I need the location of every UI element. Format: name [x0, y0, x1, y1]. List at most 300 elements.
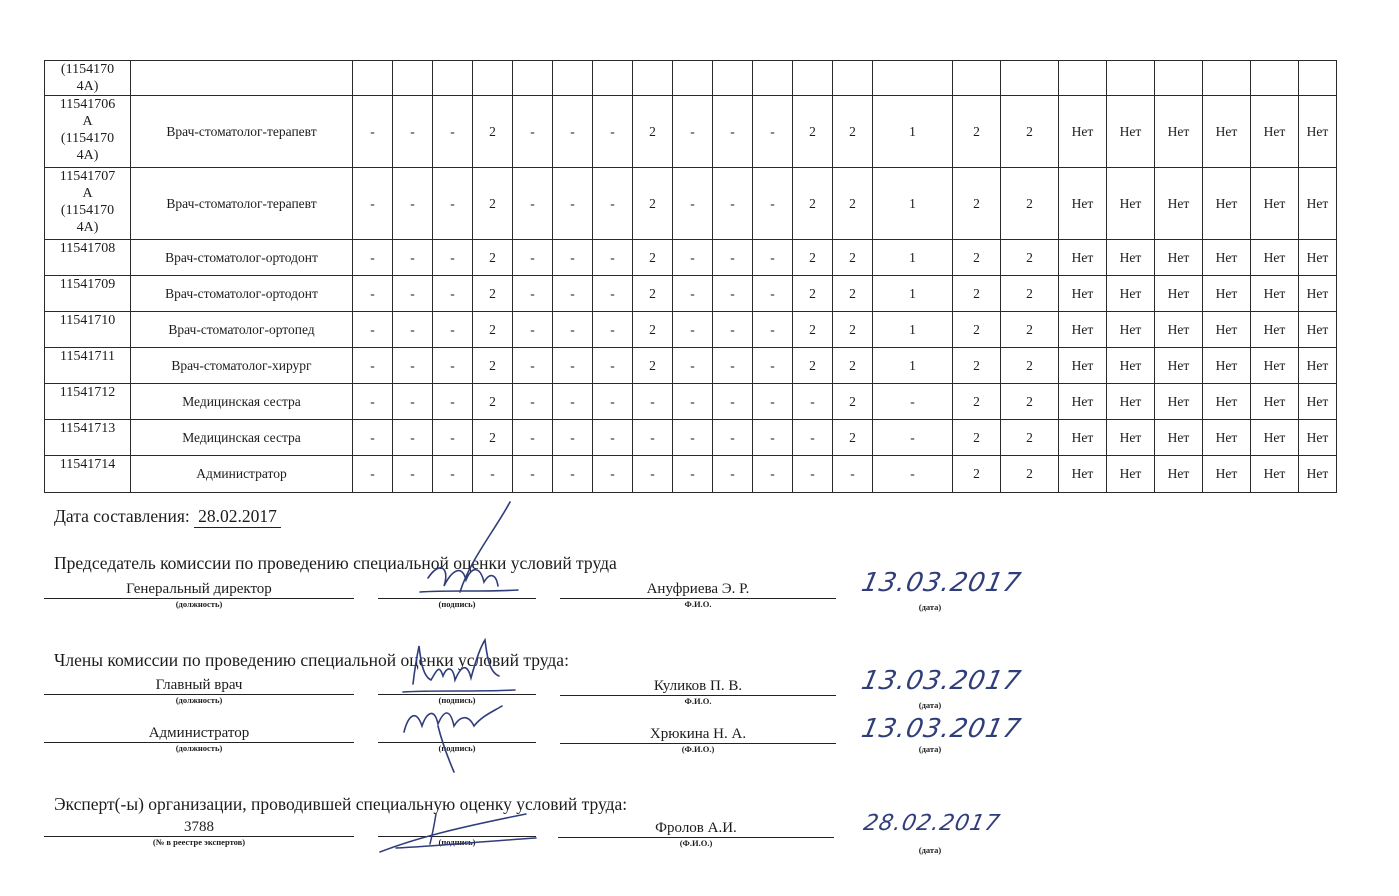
- value-cell: -: [673, 168, 713, 240]
- value-cell: -: [553, 456, 593, 493]
- value-cell: 1: [873, 276, 953, 312]
- value-cell: -: [593, 312, 633, 348]
- value-cell: 2: [953, 276, 1001, 312]
- value-cell: 2: [1001, 456, 1059, 493]
- value-cell: 2: [473, 420, 513, 456]
- value-cell: 2: [833, 384, 873, 420]
- value-cell: [1107, 61, 1155, 96]
- member-2-position-field: [44, 724, 354, 753]
- expert-date-caption: (дата): [918, 845, 942, 855]
- chairman-name: Ануфриева Э. Р.: [646, 581, 750, 597]
- value-cell: Нет: [1059, 276, 1107, 312]
- member-1-name-caption: Ф.И.О.: [684, 696, 712, 706]
- value-cell: Нет: [1155, 456, 1203, 493]
- position-cell: Администратор: [131, 456, 353, 493]
- value-cell: -: [393, 276, 433, 312]
- value-cell: Нет: [1059, 312, 1107, 348]
- value-cell: Нет: [1251, 456, 1299, 493]
- value-cell: Нет: [1251, 312, 1299, 348]
- value-cell: Нет: [1107, 420, 1155, 456]
- position-cell: Врач-стоматолог-ортодонт: [131, 276, 353, 312]
- value-cell: Нет: [1155, 240, 1203, 276]
- compilation-date-line: [54, 506, 281, 528]
- value-cell: -: [633, 420, 673, 456]
- value-cell: Нет: [1299, 420, 1337, 456]
- value-cell: 1: [873, 240, 953, 276]
- value-cell: 2: [953, 420, 1001, 456]
- value-cell: 2: [633, 240, 673, 276]
- value-cell: -: [593, 456, 633, 493]
- value-cell: -: [753, 168, 793, 240]
- value-cell: 2: [633, 96, 673, 168]
- value-cell: Нет: [1203, 276, 1251, 312]
- value-cell: -: [393, 420, 433, 456]
- value-cell: 2: [1001, 348, 1059, 384]
- value-cell: Нет: [1251, 276, 1299, 312]
- compilation-date-value: 28.02.2017: [194, 506, 281, 528]
- member-2-handwritten-date: 13.03.2017: [858, 714, 1025, 744]
- value-cell: -: [793, 456, 833, 493]
- value-cell: 2: [793, 240, 833, 276]
- value-cell: -: [713, 312, 753, 348]
- value-cell: -: [393, 312, 433, 348]
- value-cell: [833, 61, 873, 96]
- value-cell: -: [513, 276, 553, 312]
- value-cell: -: [433, 420, 473, 456]
- value-cell: -: [513, 348, 553, 384]
- value-cell: 2: [633, 312, 673, 348]
- workplace-code-cell: 11541708: [45, 240, 131, 276]
- compilation-date-label: Дата составления:: [54, 506, 190, 526]
- value-cell: 2: [953, 96, 1001, 168]
- value-cell: Нет: [1107, 348, 1155, 384]
- expert-registry-field: [44, 818, 354, 847]
- value-cell: Нет: [1203, 384, 1251, 420]
- chairman-heading: Председатель комиссии по проведению специальной оценки условий труда: [54, 553, 617, 573]
- value-cell: Нет: [1203, 96, 1251, 168]
- chairman-handwritten-date: 13.03.2017: [858, 568, 1025, 598]
- value-cell: -: [713, 348, 753, 384]
- value-cell: -: [593, 420, 633, 456]
- member-2-name-field: [560, 725, 836, 754]
- value-cell: 2: [1001, 168, 1059, 240]
- value-cell: Нет: [1251, 168, 1299, 240]
- value-cell: -: [433, 384, 473, 420]
- value-cell: Нет: [1203, 420, 1251, 456]
- value-cell: 2: [1001, 96, 1059, 168]
- value-cell: -: [393, 456, 433, 493]
- signature-scribble-icon: [400, 500, 530, 612]
- value-cell: 2: [953, 312, 1001, 348]
- value-cell: 2: [833, 312, 873, 348]
- value-cell: 2: [793, 168, 833, 240]
- value-cell: Нет: [1155, 348, 1203, 384]
- value-cell: -: [753, 384, 793, 420]
- value-cell: Нет: [1299, 240, 1337, 276]
- value-cell: -: [513, 96, 553, 168]
- value-cell: Нет: [1251, 420, 1299, 456]
- value-cell: -: [753, 240, 793, 276]
- value-cell: Нет: [1059, 168, 1107, 240]
- chairman-name-caption: Ф.И.О.: [684, 599, 712, 609]
- member-1-date-field: [860, 700, 1000, 710]
- value-cell: -: [713, 240, 753, 276]
- value-cell: 2: [793, 276, 833, 312]
- value-cell: Нет: [1059, 420, 1107, 456]
- member-1-position: Главный врач: [155, 677, 243, 693]
- value-cell: Нет: [1107, 168, 1155, 240]
- value-cell: -: [753, 312, 793, 348]
- value-cell: 2: [793, 312, 833, 348]
- value-cell: Нет: [1059, 456, 1107, 493]
- chairman-position-field: [44, 580, 354, 609]
- value-cell: -: [553, 312, 593, 348]
- value-cell: 2: [633, 168, 673, 240]
- value-cell: -: [433, 96, 473, 168]
- value-cell: -: [833, 456, 873, 493]
- value-cell: -: [793, 420, 833, 456]
- value-cell: Нет: [1107, 96, 1155, 168]
- value-cell: -: [353, 456, 393, 493]
- value-cell: [793, 61, 833, 96]
- expert-registry-number: 3788: [184, 819, 214, 835]
- member-2-date-caption: (дата): [918, 744, 942, 754]
- value-cell: [953, 61, 1001, 96]
- position-cell: Врач-стоматолог-терапевт: [131, 168, 353, 240]
- value-cell: -: [353, 384, 393, 420]
- value-cell: [1203, 61, 1251, 96]
- value-cell: -: [593, 168, 633, 240]
- position-cell: [131, 61, 353, 96]
- workplace-code-cell: 11541709: [45, 276, 131, 312]
- workplace-code-cell: 11541706 A (1154170 4A): [45, 96, 131, 168]
- value-cell: 2: [1001, 312, 1059, 348]
- value-cell: Нет: [1299, 276, 1337, 312]
- value-cell: 2: [473, 348, 513, 384]
- value-cell: 2: [833, 168, 873, 240]
- value-cell: -: [353, 312, 393, 348]
- expert-date-field: [860, 845, 1000, 855]
- table-row: [45, 384, 1337, 420]
- value-cell: Нет: [1155, 420, 1203, 456]
- table-row: [45, 420, 1337, 456]
- value-cell: -: [353, 168, 393, 240]
- value-cell: -: [553, 240, 593, 276]
- table-body: [45, 61, 1337, 493]
- value-cell: [1155, 61, 1203, 96]
- table-row: [45, 240, 1337, 276]
- value-cell: Нет: [1107, 240, 1155, 276]
- value-cell: [713, 61, 753, 96]
- value-cell: [673, 61, 713, 96]
- value-cell: -: [513, 312, 553, 348]
- value-cell: [553, 61, 593, 96]
- value-cell: 1: [873, 312, 953, 348]
- position-cell: Врач-стоматолог-ортодонт: [131, 240, 353, 276]
- value-cell: Нет: [1251, 348, 1299, 384]
- value-cell: Нет: [1059, 240, 1107, 276]
- table-row: [45, 456, 1337, 493]
- value-cell: -: [433, 312, 473, 348]
- value-cell: 2: [633, 276, 673, 312]
- value-cell: -: [353, 420, 393, 456]
- value-cell: -: [713, 168, 753, 240]
- value-cell: [433, 61, 473, 96]
- chairman-position-caption: (должность): [175, 599, 223, 609]
- value-cell: -: [553, 276, 593, 312]
- value-cell: -: [753, 96, 793, 168]
- value-cell: -: [433, 240, 473, 276]
- value-cell: [393, 61, 433, 96]
- value-cell: Нет: [1299, 168, 1337, 240]
- value-cell: 1: [873, 96, 953, 168]
- value-cell: -: [593, 384, 633, 420]
- value-cell: -: [713, 420, 753, 456]
- value-cell: [593, 61, 633, 96]
- value-cell: Нет: [1059, 96, 1107, 168]
- table-row: [45, 348, 1337, 384]
- value-cell: Нет: [1251, 240, 1299, 276]
- value-cell: 2: [473, 276, 513, 312]
- member-1-position-field: [44, 676, 354, 705]
- value-cell: -: [593, 348, 633, 384]
- position-cell: Врач-стоматолог-хирург: [131, 348, 353, 384]
- value-cell: -: [513, 456, 553, 493]
- value-cell: -: [713, 456, 753, 493]
- value-cell: -: [673, 240, 713, 276]
- value-cell: 2: [953, 168, 1001, 240]
- member-2-signature-caption: (подпись): [438, 743, 476, 753]
- value-cell: Нет: [1155, 312, 1203, 348]
- workplace-code-cell: 11541707 A (1154170 4A): [45, 168, 131, 240]
- chairman-date-caption: (дата): [918, 602, 942, 612]
- value-cell: Нет: [1155, 96, 1203, 168]
- value-cell: 1: [873, 168, 953, 240]
- chairman-position: Генеральный директор: [126, 581, 272, 597]
- table-row: [45, 168, 1337, 240]
- value-cell: Нет: [1107, 456, 1155, 493]
- value-cell: -: [713, 276, 753, 312]
- value-cell: Нет: [1203, 456, 1251, 493]
- value-cell: -: [673, 312, 713, 348]
- value-cell: -: [673, 276, 713, 312]
- value-cell: 2: [1001, 240, 1059, 276]
- member-1-handwritten-date: 13.03.2017: [858, 666, 1025, 696]
- value-cell: -: [393, 384, 433, 420]
- position-cell: Врач-стоматолог-терапевт: [131, 96, 353, 168]
- value-cell: Нет: [1155, 384, 1203, 420]
- value-cell: -: [513, 240, 553, 276]
- value-cell: -: [793, 384, 833, 420]
- value-cell: 2: [953, 456, 1001, 493]
- value-cell: -: [353, 240, 393, 276]
- member-1-position-caption: (должность): [175, 695, 223, 705]
- value-cell: -: [353, 348, 393, 384]
- value-cell: -: [753, 420, 793, 456]
- value-cell: -: [553, 348, 593, 384]
- member-1-date-caption: (дата): [918, 700, 942, 710]
- value-cell: -: [393, 168, 433, 240]
- value-cell: [1299, 61, 1337, 96]
- value-cell: -: [673, 456, 713, 493]
- value-cell: [473, 61, 513, 96]
- value-cell: 2: [1001, 384, 1059, 420]
- value-cell: 2: [473, 96, 513, 168]
- workplace-code-cell: (1154170 4A): [45, 61, 131, 96]
- value-cell: -: [713, 384, 753, 420]
- value-cell: -: [593, 240, 633, 276]
- value-cell: [1059, 61, 1107, 96]
- value-cell: Нет: [1107, 276, 1155, 312]
- value-cell: -: [433, 276, 473, 312]
- value-cell: 2: [633, 348, 673, 384]
- value-cell: 2: [473, 240, 513, 276]
- value-cell: -: [753, 348, 793, 384]
- expert-signature: [376, 808, 546, 862]
- value-cell: -: [393, 240, 433, 276]
- signature-scribble-icon: [398, 696, 518, 776]
- table-row: [45, 312, 1337, 348]
- value-cell: [513, 61, 553, 96]
- chairman-name-field: [560, 580, 836, 609]
- workplace-code-cell: 11541713: [45, 420, 131, 456]
- value-cell: 2: [793, 348, 833, 384]
- value-cell: Нет: [1299, 312, 1337, 348]
- value-cell: Нет: [1203, 240, 1251, 276]
- signature-scribble-icon: [376, 808, 546, 858]
- value-cell: -: [553, 96, 593, 168]
- value-cell: 2: [473, 312, 513, 348]
- value-cell: -: [513, 420, 553, 456]
- value-cell: -: [513, 168, 553, 240]
- table-row: [45, 96, 1337, 168]
- value-cell: -: [433, 168, 473, 240]
- expert-name-field: [558, 819, 834, 848]
- value-cell: Нет: [1107, 312, 1155, 348]
- value-cell: Нет: [1203, 348, 1251, 384]
- value-cell: -: [553, 420, 593, 456]
- value-cell: [1001, 61, 1059, 96]
- value-cell: Нет: [1299, 96, 1337, 168]
- value-cell: Нет: [1251, 96, 1299, 168]
- value-cell: Нет: [1107, 384, 1155, 420]
- value-cell: Нет: [1299, 348, 1337, 384]
- value-cell: -: [673, 96, 713, 168]
- value-cell: Нет: [1059, 384, 1107, 420]
- value-cell: [873, 61, 953, 96]
- expert-name-caption: (Ф.И.О.): [679, 838, 713, 848]
- value-cell: -: [393, 348, 433, 384]
- value-cell: -: [753, 276, 793, 312]
- assessment-table: [44, 60, 1337, 493]
- value-cell: -: [353, 96, 393, 168]
- member-2-position-caption: (должность): [175, 743, 223, 753]
- value-cell: -: [873, 456, 953, 493]
- value-cell: -: [673, 348, 713, 384]
- value-cell: Нет: [1155, 168, 1203, 240]
- workplace-code-cell: 11541714: [45, 456, 131, 493]
- member-1-name: Куликов П. В.: [653, 678, 743, 694]
- value-cell: -: [753, 456, 793, 493]
- expert-heading: Эксперт(-ы) организации, проводившей специальную оценку условий труда:: [54, 794, 628, 814]
- value-cell: 2: [833, 420, 873, 456]
- value-cell: 2: [833, 240, 873, 276]
- value-cell: -: [593, 276, 633, 312]
- expert-handwritten-date: 28.02.2017: [861, 811, 1003, 836]
- member-1-signature-caption: (подпись): [438, 695, 476, 705]
- value-cell: -: [713, 96, 753, 168]
- value-cell: Нет: [1155, 276, 1203, 312]
- member-2-signature: [398, 696, 518, 780]
- value-cell: 2: [1001, 276, 1059, 312]
- members-heading: Члены комиссии по проведению специальной оценки условий труда:: [54, 650, 569, 670]
- value-cell: 2: [1001, 420, 1059, 456]
- expert-name: Фролов А.И.: [655, 820, 737, 836]
- value-cell: [753, 61, 793, 96]
- position-cell: Медицинская сестра: [131, 384, 353, 420]
- value-cell: -: [393, 96, 433, 168]
- value-cell: 2: [953, 240, 1001, 276]
- value-cell: [353, 61, 393, 96]
- member-1-name-field: [560, 677, 836, 706]
- value-cell: -: [513, 384, 553, 420]
- chairman-date-field: [860, 602, 1000, 612]
- value-cell: Нет: [1059, 348, 1107, 384]
- value-cell: Нет: [1251, 384, 1299, 420]
- workplace-code-cell: 11541712: [45, 384, 131, 420]
- workplace-code-cell: 11541710: [45, 312, 131, 348]
- member-2-position: Администратор: [148, 725, 250, 741]
- value-cell: -: [433, 348, 473, 384]
- value-cell: -: [633, 384, 673, 420]
- value-cell: 2: [793, 96, 833, 168]
- member-2-name: Хрюкина Н. А.: [649, 726, 747, 742]
- table-row: [45, 61, 1337, 96]
- value-cell: Нет: [1299, 456, 1337, 493]
- value-cell: Нет: [1299, 384, 1337, 420]
- value-cell: -: [673, 384, 713, 420]
- value-cell: -: [873, 384, 953, 420]
- value-cell: -: [673, 420, 713, 456]
- value-cell: -: [473, 456, 513, 493]
- position-cell: Врач-стоматолог-ортопед: [131, 312, 353, 348]
- value-cell: Нет: [1203, 312, 1251, 348]
- chairman-signature-caption: (подпись): [438, 599, 476, 609]
- value-cell: -: [873, 420, 953, 456]
- value-cell: 2: [953, 348, 1001, 384]
- value-cell: Нет: [1203, 168, 1251, 240]
- member-2-date-field: [860, 744, 1000, 754]
- table-row: [45, 276, 1337, 312]
- value-cell: -: [553, 168, 593, 240]
- value-cell: -: [353, 276, 393, 312]
- member-2-name-caption: (Ф.И.О.): [681, 744, 715, 754]
- value-cell: [633, 61, 673, 96]
- value-cell: -: [433, 456, 473, 493]
- expert-registry-caption: (№ в реестре экспертов): [152, 837, 246, 847]
- position-cell: Медицинская сестра: [131, 420, 353, 456]
- value-cell: 2: [473, 384, 513, 420]
- value-cell: 1: [873, 348, 953, 384]
- chairman-signature: [400, 500, 530, 616]
- value-cell: 2: [473, 168, 513, 240]
- value-cell: 2: [833, 348, 873, 384]
- value-cell: [1251, 61, 1299, 96]
- value-cell: 2: [833, 276, 873, 312]
- expert-signature-caption: (подпись): [438, 837, 476, 847]
- value-cell: 2: [953, 384, 1001, 420]
- value-cell: -: [633, 456, 673, 493]
